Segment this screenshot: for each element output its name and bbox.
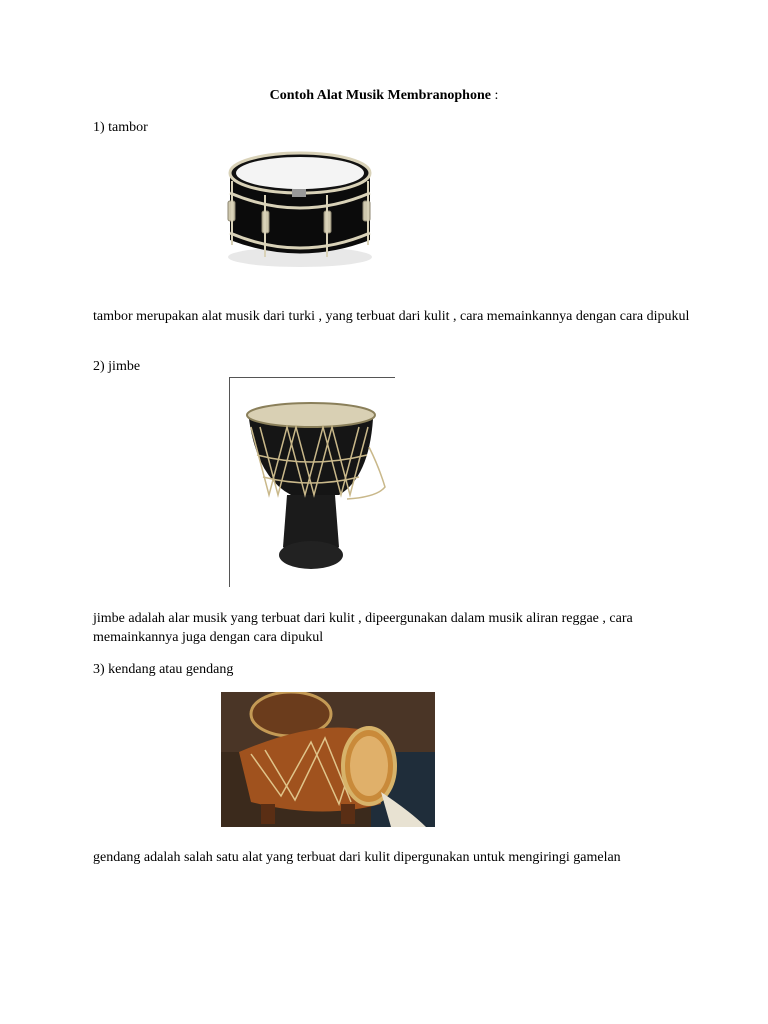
title-suffix: : [490, 88, 499, 103]
item-description-jimbe: jimbe adalah alar musik yang terbuat dari kulit , dipeergunakan dalam musik aliran reggae , cara memainkannya juga dengan cara dipukul [93, 611, 633, 645]
item-heading-jimbe: 2) jimbe [93, 359, 141, 374]
djembe-image [229, 377, 395, 587]
title-bold: Contoh Alat Musik Membranophone [269, 88, 491, 103]
item-heading-tambor: 1) tambor [93, 120, 148, 135]
item-description-kendang: gendang adalah salah satu alat yang terbuat dari kulit dipergunakan untuk mengiringi gamelan [93, 850, 621, 865]
kendang-image [221, 692, 435, 827]
item-description-tambor: tambor merupakan alat musik dari turki , yang terbuat dari kulit , cara memainkannya dengan cara dipukul [93, 309, 690, 324]
item-heading-kendang: 3) kendang atau gendang [93, 662, 234, 677]
page-title [0, 86, 768, 105]
snare-drum-image [222, 145, 382, 275]
